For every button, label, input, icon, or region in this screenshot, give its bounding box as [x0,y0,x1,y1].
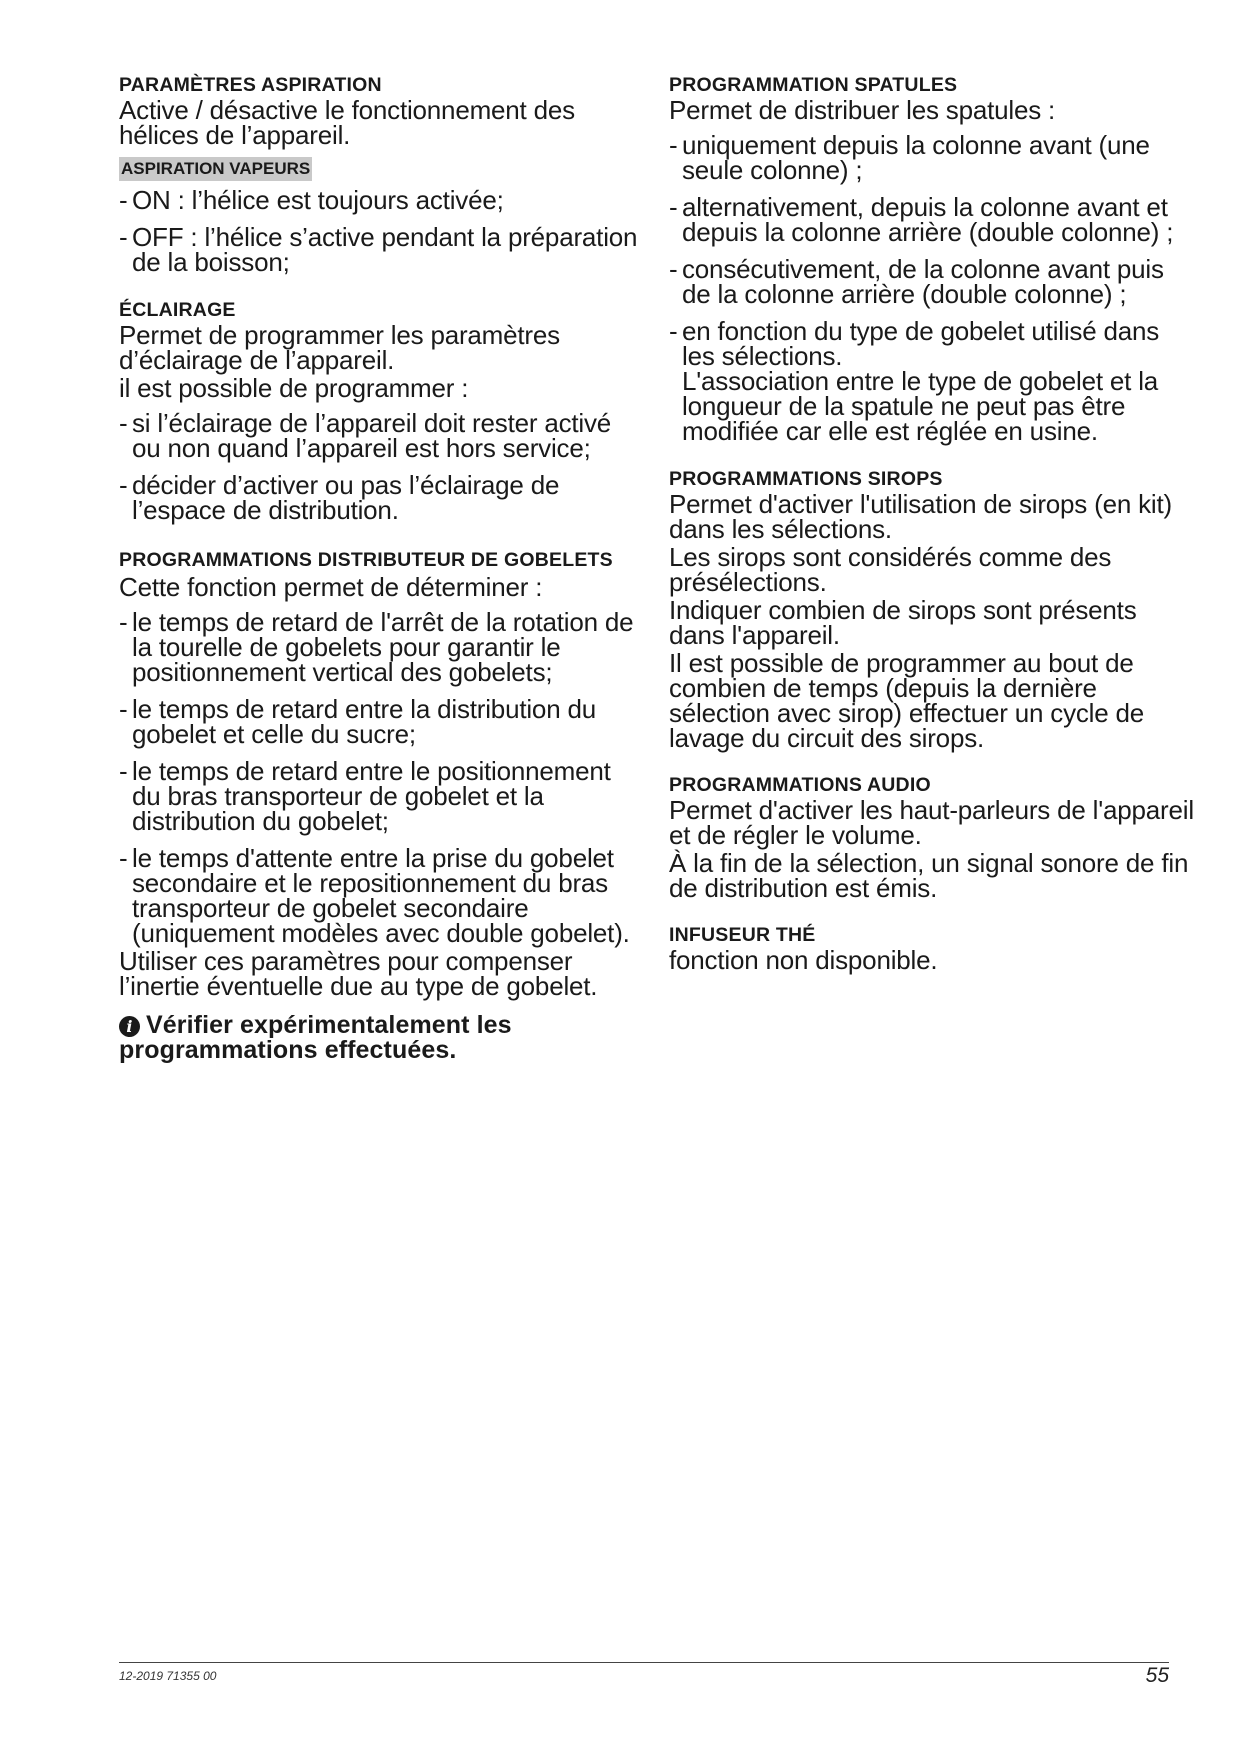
right-column [669,72,1194,976]
heading-programmations-audio: PROGRAMMATIONS AUDIO [669,774,931,796]
footer-doc-code: 12-2019 71355 00 [119,1669,217,1683]
distributeur-list [119,607,639,948]
footer-divider [119,1662,1169,1663]
list-item-note: L'association entre le type de gobelet et la longueur de la spatule ne peut pas être modifiée car elle est réglée en usine. [682,366,1159,446]
list-item: - le temps de retard entre le positionnement du bras transporteur de gobelet et la distribution du gobelet; [119,759,639,834]
note [119,1013,639,1063]
sirops-paragraph: Indiquer combien de sirops sont présents dans l'appareil. [669,595,1137,650]
heading-programmations-sirops: PROGRAMMATIONS SIROPS [669,468,943,490]
list-item: - décider d’activer ou pas l’éclairage de l’espace de distribution. [119,473,639,523]
sirops-paragraph: Il est possible de programmer au bout de combien de temps (depuis la dernière sélection avec sirop) effectuer un cycle de lavage du circuit des sirops. [669,648,1145,753]
heading-programmation-spatules: PROGRAMMATION SPATULES [669,74,958,96]
list-item: - alternativement, depuis la colonne avant et depuis la colonne arrière (double colonne) ; [669,195,1194,245]
info-icon: i [119,1016,140,1037]
list-item: - consécutivement, de la colonne avant puis de la colonne arrière (double colonne) ; [669,257,1194,307]
list-item-text: - en fonction du type de gobelet utilisé dans les sélections. [682,316,1160,371]
infuseur-text: fonction non disponible. [669,945,938,975]
list-item: - OFF : l’hélice s’active pendant la préparation de la boisson; [119,225,639,275]
list-item: - si l’éclairage de l’appareil doit rester activé ou non quand l’appareil est hors service; [119,411,639,461]
heading-distributeur-gobelets: PROGRAMMATIONS DISTRIBUTEUR DE GOBELETS [119,549,613,571]
eclairage-intro: il est possible de programmer : [119,373,469,403]
page-number: 55 [1145,1664,1169,1687]
left-column [119,72,639,1063]
list-item: - ON : l’hélice est toujours activée; [119,188,639,213]
list-item: - uniquement depuis la colonne avant (une seule colonne) ; [669,133,1194,183]
heading-parametres-aspiration: PARAMÈTRES ASPIRATION [119,74,382,96]
audio-paragraph: Permet d'activer les haut-parleurs de l'appareil et de régler le volume. [669,795,1194,850]
spatules-list [669,130,1194,446]
list-item: - le temps de retard de l'arrêt de la rotation de la tourelle de gobelets pour garantir le positionnement vertical des gobelets; [119,610,639,685]
spatules-intro: Permet de distribuer les spatules : [669,95,1056,125]
list-item [669,316,1194,446]
subheading-aspiration-vapeurs: ASPIRATION VAPEURS [119,157,312,181]
heading-infuseur-the: INFUSEUR THÉ [669,924,816,946]
distributeur-intro: Cette fonction permet de déterminer : [119,572,543,602]
audio-paragraph: À la fin de la sélection, un signal sonore de fin de distribution est émis. [669,848,1189,903]
list-item: - le temps d'attente entre la prise du gobelet secondaire et le repositionnement du bras transporteur de gobelet secondaire (uniquement modèles avec double gobelet). [119,846,639,946]
sirops-paragraph: Les sirops sont considérés comme des présélections. [669,542,1112,597]
sirops-paragraph: Permet d'activer l'utilisation de sirops (en kit) dans les sélections. [669,489,1172,544]
eclairage-list [119,408,639,525]
distributeur-after: Utiliser ces paramètres pour compenser l’inertie éventuelle due au type de gobelet. [119,946,598,1001]
note-text: Vérifier expérimentalement les programmations effectuées. [119,1011,512,1064]
list-item: - le temps de retard entre la distribution du gobelet et celle du sucre; [119,697,639,747]
heading-eclairage: ÉCLAIRAGE [119,299,236,321]
aspiration-description: Active / désactive le fonctionnement des hélices de l’appareil. [119,95,575,150]
eclairage-description: Permet de programmer les paramètres d’éclairage de l’appareil. [119,320,560,375]
aspiration-list [119,185,639,277]
